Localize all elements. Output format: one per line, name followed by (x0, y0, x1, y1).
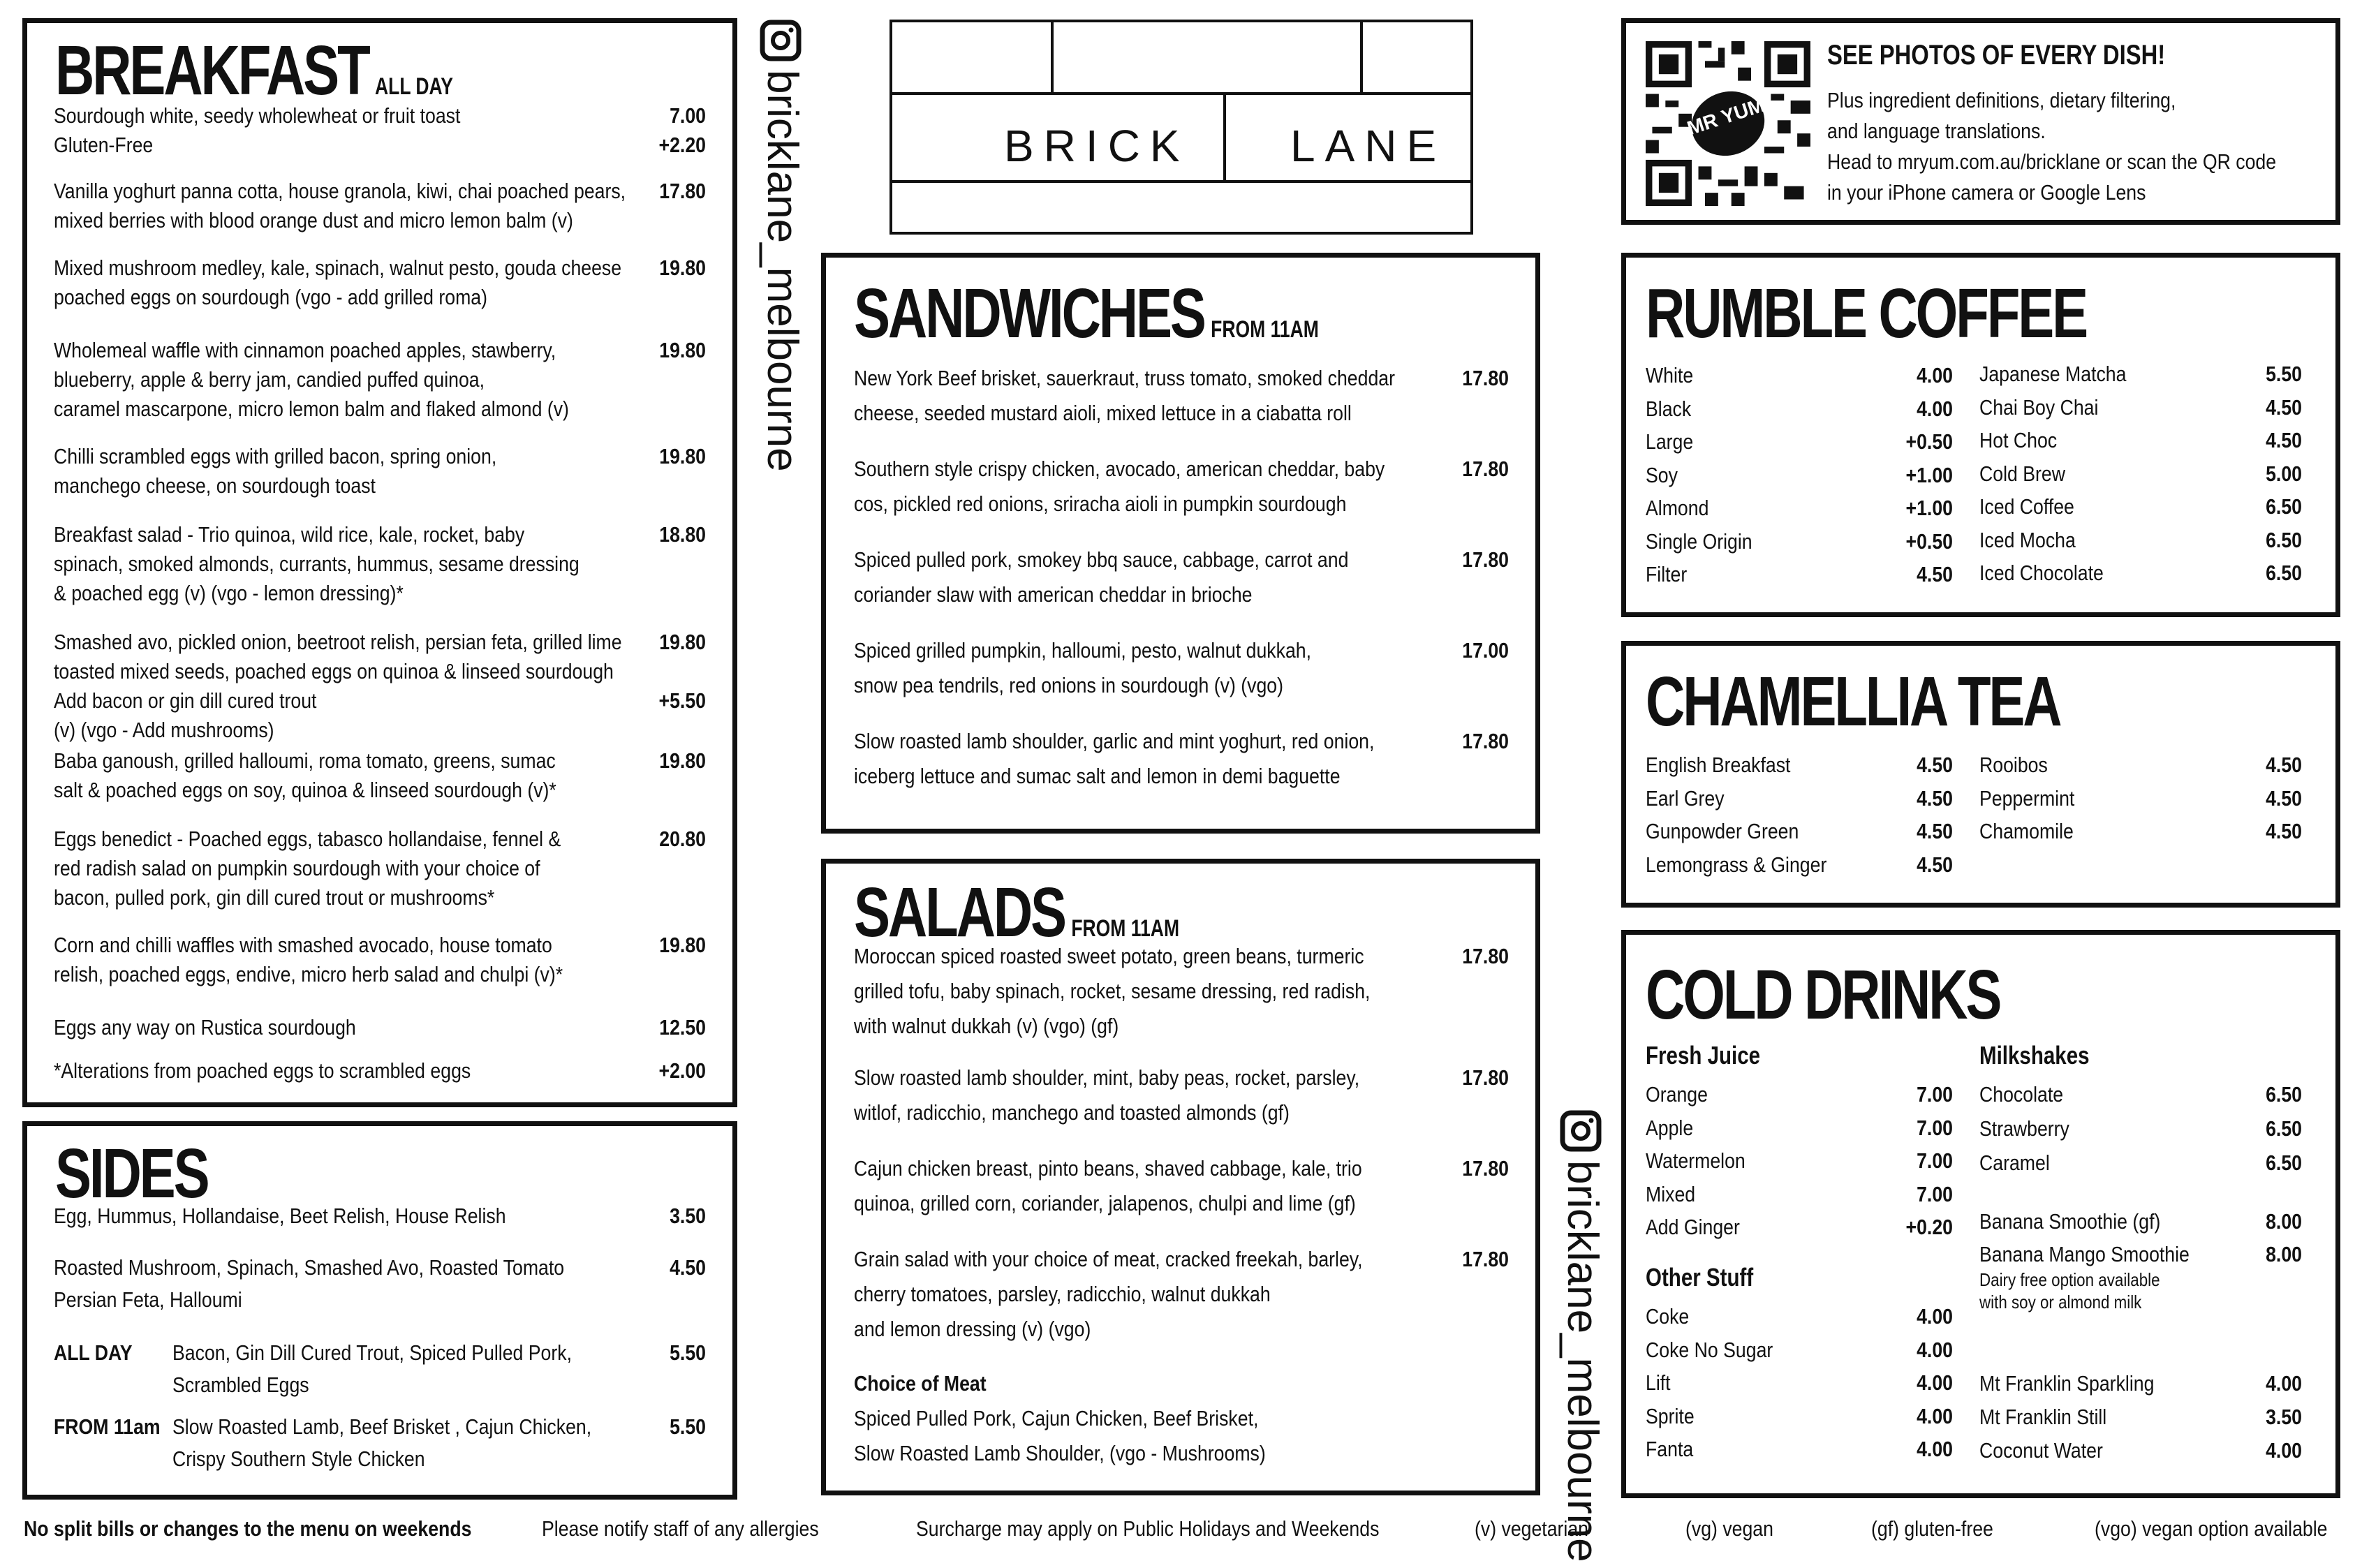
coffee-left-name: Black (1646, 396, 1692, 421)
promo-title: SEE PHOTOS OF EVERY DISH! (1827, 40, 2166, 71)
breakfast-item-price: +2.20 (658, 133, 706, 157)
juice-price: 7.00 (1917, 1082, 1953, 1107)
coffee-left-price: +1.00 (1905, 462, 1953, 487)
breakfast-item-line: Smashed avo, pickled onion, beetroot relish, persian feta, grilled lime (54, 630, 622, 654)
shake-price: 6.50 (2266, 1116, 2302, 1141)
logo-lane: LANE (1290, 121, 1447, 171)
sandwich-item-line: Spiced pulled pork, smokey bbq sauce, cabbage, carrot and (854, 547, 1349, 572)
salads-title: SALADS FROM 11AM (854, 873, 1180, 952)
smoothie-name: Banana Smoothie (gf) (1979, 1209, 2161, 1234)
breakfast-item-line: Corn and chilli waffles with smashed avocado, house tomato (54, 933, 552, 957)
promo-section (1621, 18, 2340, 225)
coffee-right-price: 6.50 (2266, 561, 2302, 585)
sides-item-line: Scrambled Eggs (172, 1373, 309, 1397)
sides-item-line: Crispy Southern Style Chicken (172, 1447, 425, 1471)
shake-name: Caramel (1979, 1151, 2050, 1175)
shake-name: Chocolate (1979, 1082, 2064, 1107)
breakfast-item-line: Eggs any way on Rustica sourdough (54, 1015, 356, 1040)
other-stuff-title: Other Stuff (1646, 1263, 1754, 1292)
footer-vegan: (vg) vegan (1685, 1516, 1773, 1541)
sandwich-item-price: 17.80 (1462, 729, 1509, 753)
footer-allergies: Please notify staff of any allergies (542, 1516, 819, 1541)
juice-name: Orange (1646, 1082, 1708, 1107)
logo-brick: BRICK (1004, 121, 1190, 171)
breakfast-item-line: red radish salad on pumpkin sourdough with your choice of (54, 856, 540, 880)
tea-left-price: 4.50 (1917, 785, 1953, 811)
footer-vegetarian: (v) vegetarian (1475, 1516, 1588, 1541)
salad-item-line: Moroccan spiced roasted sweet potato, green beans, turmeric (854, 944, 1364, 968)
breakfast-item-line: bacon, pulled pork, gin dill cured trout or mushrooms* (54, 885, 495, 910)
coffee-left-name: Filter (1646, 562, 1688, 586)
salad-item-line: quinoa, grilled corn, coriander, jalapenos, chulpi and lime (gf) (854, 1191, 1356, 1215)
breakfast-item-line: Baba ganoush, grilled halloumi, roma tomato, greens, sumac (54, 748, 556, 773)
other-name: Coke (1646, 1304, 1690, 1329)
shake-name: Strawberry (1979, 1116, 2069, 1141)
breakfast-item-line: Breakfast salad - Trio quinoa, wild rice, kale, rocket, baby (54, 522, 525, 547)
other-name: Coke No Sugar (1646, 1337, 1773, 1362)
salads-section (821, 859, 1540, 1495)
breakfast-item-line: blueberry, apple & berry jam, candied puffed quinoa, (54, 367, 485, 392)
instagram-handle-text: bricklane_melbourne (1558, 1160, 1607, 1562)
tea-left-name: English Breakfast (1646, 753, 1791, 777)
breakfast-item-line: (v) (vgo - Add mushrooms) (54, 718, 274, 742)
coffee-left-name: White (1646, 363, 1694, 387)
sides-title: SIDES (55, 1134, 208, 1213)
salad-item-line: with walnut dukkah (v) (vgo) (gf) (854, 1014, 1119, 1038)
salad-item-line: witlof, radicchio, manchego and toasted almonds (gf) (854, 1100, 1290, 1125)
sides-item-line: Slow Roasted Lamb, Beef Brisket , Cajun Chicken, (172, 1414, 592, 1439)
salad-item-line: cherry tomatoes, parsley, radicchio, walnut dukkah (854, 1282, 1271, 1306)
coffee-right-name: Chai Boy Chai (1979, 394, 2099, 420)
footer-vegan-option: (vgo) vegan option available (2095, 1516, 2328, 1541)
tea-right-price: 4.50 (2266, 753, 2302, 777)
smoothie-price: 8.00 (2266, 1209, 2302, 1234)
breakfast-title: BREAKFAST ALL DAY (55, 31, 453, 110)
coffee-right-name: Hot Choc (1979, 428, 2058, 452)
coffee-right-name: Iced Coffee (1979, 494, 2074, 519)
breakfast-item-line: Eggs benedict - Poached eggs, tabasco hollandaise, fennel & (54, 827, 561, 851)
smoothie-price: 8.00 (2266, 1242, 2302, 1266)
salad-item-line: Cajun chicken breast, pinto beans, shaved cabbage, kale, trio (854, 1156, 1362, 1181)
breakfast-item-price: 19.80 (659, 933, 706, 957)
coffee-left-price: 4.00 (1917, 396, 1953, 421)
sandwich-item-line: snow pea tendrils, red onions in sourdough (v) (vgo) (854, 673, 1283, 697)
shake-price: 6.50 (2266, 1082, 2302, 1107)
breakfast-item-line: manchego cheese, on sourdough toast (54, 473, 376, 498)
breakfast-item-line: mixed berries with blood orange dust and micro lemon balm (v) (54, 208, 573, 232)
coffee-right-price: 5.50 (2266, 362, 2302, 386)
juice-name: Watermelon (1646, 1148, 1745, 1173)
coffee-section (1621, 253, 2340, 617)
sandwich-item-price: 17.80 (1462, 366, 1509, 390)
tea-left-name: Gunpowder Green (1646, 819, 1799, 843)
breakfast-item-price: 19.80 (659, 630, 706, 654)
instagram-handle-top[interactable] (754, 20, 810, 472)
breakfast-item-line: toasted mixed seeds, poached eggs on quinoa & linseed sourdough (54, 659, 614, 683)
juice-price: 7.00 (1917, 1148, 1953, 1173)
breakfast-section (22, 18, 737, 1107)
water-price: 4.00 (2266, 1371, 2302, 1396)
promo-line-1: Plus ingredient definitions, dietary filtering, (1827, 88, 2176, 112)
coffee-left-price: 4.00 (1917, 363, 1953, 387)
instagram-handle-text: bricklane_melbourne (758, 70, 806, 472)
sides-section (22, 1121, 737, 1500)
breakfast-item-line: Sourdough white, seedy wholewheat or fruit toast (54, 103, 461, 128)
smoothie-note-1: Dairy free option available (1979, 1269, 2160, 1290)
salad-item-price: 17.80 (1462, 1156, 1509, 1181)
sandwich-item-line: iceberg lettuce and sumac salt and lemon in demi baguette (854, 764, 1341, 788)
breakfast-item-line: caramel mascarpone, micro lemon balm and flaked almond (v) (54, 397, 569, 421)
tea-left-name: Earl Grey (1646, 785, 1725, 811)
smoothie-note-2: with soy or almond milk (1979, 1292, 2142, 1312)
tea-left-price: 4.50 (1917, 753, 1953, 777)
other-price: 4.00 (1917, 1437, 1953, 1461)
tea-right-price: 4.50 (2266, 819, 2302, 843)
other-name: Fanta (1646, 1437, 1694, 1461)
tea-right-name: Chamomile (1979, 819, 2074, 843)
breakfast-item-price: 19.80 (659, 444, 706, 468)
tea-left-price: 4.50 (1917, 852, 1953, 877)
sandwich-item-line: cheese, seeded mustard aioli, mixed lettuce in a ciabatta roll (854, 401, 1352, 425)
instagram-icon (1560, 1110, 1602, 1152)
coffee-right-price: 4.50 (2266, 394, 2302, 420)
breakfast-item-line: poached eggs on sourdough (vgo - add grilled roma) (54, 285, 487, 309)
coffee-right-name: Iced Mocha (1979, 527, 2076, 552)
sides-item-price: 3.50 (670, 1204, 706, 1228)
breakfast-item-price: 17.80 (659, 179, 706, 203)
breakfast-item-line: relish, poached eggs, endive, micro herb salad and chulpi (v)* (54, 962, 563, 986)
water-name: Coconut Water (1979, 1438, 2103, 1463)
coffee-left-name: Large (1646, 429, 1694, 454)
sides-item-price: 5.50 (670, 1414, 706, 1439)
logo (890, 20, 1473, 235)
salad-item-line: Grain salad with your choice of meat, cracked freekah, barley, (854, 1247, 1363, 1271)
sides-item-price: 4.50 (670, 1255, 706, 1280)
tea-right-price: 4.50 (2266, 785, 2302, 811)
tea-section (1621, 641, 2340, 908)
breakfast-item-line: Chilli scrambled eggs with grilled bacon, spring onion, (54, 444, 497, 468)
other-name: Lift (1646, 1370, 1671, 1395)
coffee-left-price: +1.00 (1905, 496, 1953, 520)
cold-drinks-section (1621, 930, 2340, 1498)
coffee-title: RUMBLE COFFEE (1646, 274, 2087, 353)
salad-item-line: Slow roasted lamb shoulder, mint, baby peas, rocket, parsley, (854, 1065, 1360, 1090)
sandwich-item-line: cos, pickled red onions, sriracha aioli in pumpkin sourdough (854, 491, 1347, 516)
salad-item-price: 17.80 (1462, 944, 1509, 968)
sandwich-item-price: 17.00 (1462, 638, 1509, 663)
sides-item-line: Bacon, Gin Dill Cured Trout, Spiced Pulled Pork, (172, 1340, 572, 1365)
sides-label: FROM 11am (54, 1414, 161, 1439)
footer-surcharge: Surcharge may apply on Public Holidays and Weekends (916, 1516, 1380, 1541)
coffee-right-name: Japanese Matcha (1979, 362, 2127, 386)
sides-item-line: Egg, Hummus, Hollandaise, Beet Relish, House Relish (54, 1204, 506, 1228)
breakfast-item-line: Vanilla yoghurt panna cotta, house granola, kiwi, chai poached pears, (54, 179, 626, 203)
tea-right-name: Rooibos (1979, 753, 2048, 777)
coffee-left-name: Soy (1646, 462, 1678, 487)
breakfast-item-price: 20.80 (659, 827, 706, 851)
promo-line-2: and language translations. (1827, 119, 2046, 143)
water-name: Mt Franklin Sparkling (1979, 1371, 2155, 1396)
water-price: 4.00 (2266, 1438, 2302, 1463)
breakfast-item-line: Mixed mushroom medley, kale, spinach, walnut pesto, gouda cheese (54, 256, 622, 280)
choice-of-meat-line-1: Spiced Pulled Pork, Cajun Chicken, Beef Brisket, (854, 1406, 1259, 1430)
breakfast-item-price: +5.50 (658, 688, 706, 713)
coffee-left-name: Single Origin (1646, 528, 1752, 554)
promo-line-4: in your iPhone camera or Google Lens (1827, 180, 2146, 205)
sandwich-item-price: 17.80 (1462, 457, 1509, 481)
coffee-right-price: 6.50 (2266, 494, 2302, 519)
water-name: Mt Franklin Still (1979, 1405, 2107, 1429)
coffee-right-name: Cold Brew (1979, 461, 2065, 486)
breakfast-item-price: 12.50 (659, 1015, 706, 1040)
sandwich-item-line: Southern style crispy chicken, avocado, american cheddar, baby (854, 457, 1385, 481)
breakfast-item-price: 19.80 (659, 338, 706, 362)
sides-item-line: Roasted Mushroom, Spinach, Smashed Avo, Roasted Tomato (54, 1255, 565, 1280)
smoothie-name: Banana Mango Smoothie (1979, 1242, 2190, 1266)
tea-left-name: Lemongrass & Ginger (1646, 852, 1827, 877)
juice-name: Add Ginger (1646, 1215, 1740, 1239)
breakfast-item-line: Add bacon or gin dill cured trout (54, 688, 317, 713)
footer-gluten-free: (gf) gluten-free (1871, 1516, 1993, 1541)
breakfast-item-price: 19.80 (659, 256, 706, 280)
sides-item-price: 5.50 (670, 1340, 706, 1365)
sandwich-item-price: 17.80 (1462, 547, 1509, 572)
cold-drinks-title: COLD DRINKS (1646, 956, 2000, 1034)
qr-label: MR YUM (1684, 94, 1768, 140)
breakfast-item-line: salt & poached eggs on soy, quinoa & linseed sourdough (v)* (54, 778, 556, 802)
other-price: 4.00 (1917, 1304, 1953, 1329)
salad-item-price: 17.80 (1462, 1065, 1509, 1090)
coffee-left-price: 4.50 (1917, 562, 1953, 586)
coffee-right-name: Iced Chocolate (1979, 561, 2104, 585)
breakfast-item-line: *Alterations from poached eggs to scrambled eggs (54, 1058, 471, 1083)
sandwich-item-line: Spiced grilled pumpkin, halloumi, pesto, walnut dukkah, (854, 638, 1312, 663)
sandwiches-section (821, 253, 1540, 834)
qr-code[interactable] (1646, 41, 1810, 206)
coffee-left-price: +0.50 (1905, 528, 1953, 554)
footer-no-split: No split bills or changes to the menu on weekends (24, 1516, 472, 1541)
breakfast-item-line: & poached egg (v) (vgo - lemon dressing)* (54, 581, 404, 605)
juice-price: 7.00 (1917, 1181, 1953, 1206)
breakfast-item-price: 19.80 (659, 748, 706, 773)
milkshakes-title: Milkshakes (1979, 1041, 2090, 1070)
instagram-handle-bottom[interactable] (1554, 1110, 1610, 1562)
coffee-right-price: 4.50 (2266, 428, 2302, 452)
other-price: 4.00 (1917, 1370, 1953, 1395)
fresh-juice-title: Fresh Juice (1646, 1041, 1761, 1070)
other-price: 4.00 (1917, 1337, 1953, 1362)
breakfast-item-price: 18.80 (659, 522, 706, 547)
sandwich-item-line: coriander slaw with american cheddar in brioche (854, 582, 1253, 607)
juice-price: +0.20 (1905, 1215, 1953, 1239)
tea-left-price: 4.50 (1917, 819, 1953, 843)
tea-right-name: Peppermint (1979, 785, 2075, 811)
salad-item-price: 17.80 (1462, 1247, 1509, 1271)
salad-item-line: grilled tofu, baby spinach, rocket, sesame dressing, red radish, (854, 979, 1371, 1003)
breakfast-item-line: spinach, smoked almonds, currants, hummus, sesame dressing (54, 552, 580, 576)
promo-line-3[interactable]: Head to mryum.com.au/bricklane or scan the QR code (1827, 149, 2277, 174)
salad-item-line: and lemon dressing (v) (vgo) (854, 1317, 1091, 1341)
tea-title: CHAMELLIA TEA (1646, 663, 2060, 741)
other-price: 4.00 (1917, 1403, 1953, 1428)
other-name: Sprite (1646, 1403, 1695, 1428)
shake-price: 6.50 (2266, 1151, 2302, 1175)
sides-label: ALL DAY (54, 1340, 133, 1365)
coffee-left-price: +0.50 (1905, 429, 1953, 454)
choice-of-meat-title: Choice of Meat (854, 1371, 987, 1396)
sandwich-item-line: New York Beef brisket, sauerkraut, truss tomato, smoked cheddar (854, 366, 1395, 390)
juice-price: 7.00 (1917, 1115, 1953, 1140)
juice-name: Mixed (1646, 1181, 1696, 1206)
breakfast-item-line: Gluten-Free (54, 133, 154, 157)
sandwich-item-line: Slow roasted lamb shoulder, garlic and mint yoghurt, red onion, (854, 729, 1375, 753)
coffee-left-name: Almond (1646, 496, 1709, 520)
choice-of-meat-line-2: Slow Roasted Lamb Shoulder, (vgo - Mushrooms) (854, 1441, 1266, 1465)
juice-name: Apple (1646, 1115, 1694, 1140)
coffee-right-price: 5.00 (2266, 461, 2302, 486)
water-price: 3.50 (2266, 1405, 2302, 1429)
instagram-icon (760, 20, 802, 61)
sides-item-line: Persian Feta, Halloumi (54, 1287, 242, 1312)
sandwiches-title: SANDWICHES FROM 11AM (854, 274, 1319, 353)
breakfast-item-price: 7.00 (670, 103, 706, 128)
coffee-right-price: 6.50 (2266, 527, 2302, 552)
breakfast-item-line: Wholemeal waffle with cinnamon poached apples, stawberry, (54, 338, 556, 362)
breakfast-item-price: +2.00 (658, 1058, 706, 1083)
